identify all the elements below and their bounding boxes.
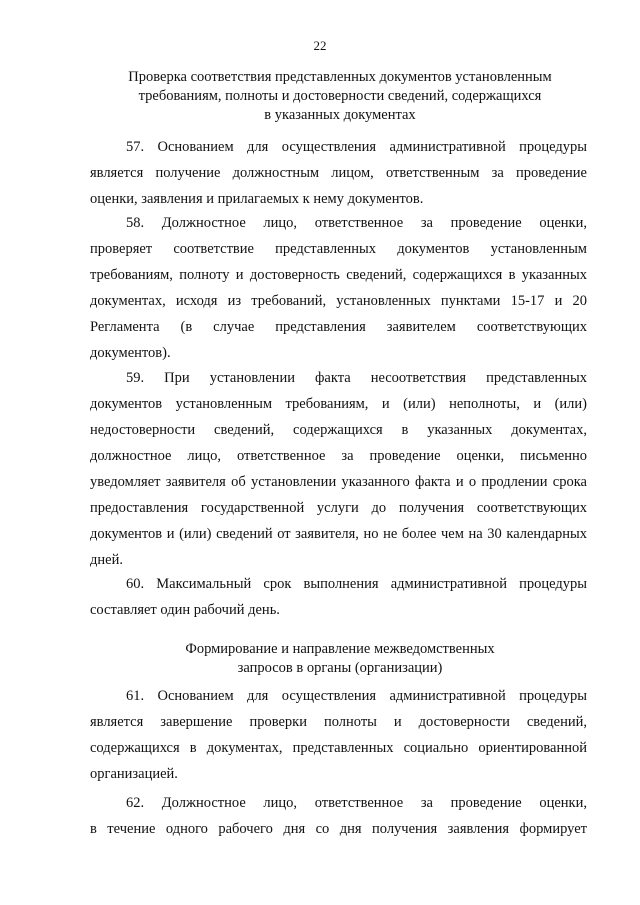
text-line: в течение одного рабочего дня со дня получения заявления формирует	[90, 821, 587, 837]
heading-line: в указанных документах	[264, 107, 416, 123]
text-line: 61. Основанием для осуществления административной процедуры	[126, 688, 587, 704]
text-line: требованиям, полноту и достоверность сведений, содержащихся в указанных	[90, 267, 587, 283]
text-line: дней.	[90, 552, 123, 568]
paragraph-59	[90, 365, 587, 573]
text-line: 60. Максимальный срок выполнения административной процедуры	[126, 576, 587, 592]
text-line: документов и (или) сведений от заявителя, но не более чем на 30 календарных	[90, 526, 587, 542]
text-line: 59. При установлении факта несоответствия представленных	[126, 370, 587, 386]
text-line: уведомляет заявителя об установлении указанного факта и о продлении срока	[90, 474, 587, 490]
text-line: 57. Основанием для осуществления административной процедуры	[126, 139, 587, 155]
text-line: содержащихся в документах, представленных социально ориентированной	[90, 740, 587, 756]
text-line: 58. Должностное лицо, ответственное за проведение оценки,	[126, 215, 587, 231]
text-line: 62. Должностное лицо, ответственное за проведение оценки,	[126, 795, 587, 811]
text-line: составляет один рабочий день.	[90, 602, 280, 618]
paragraph-60	[90, 571, 587, 623]
text-line: проверяет соответствие представленных документов установленным	[90, 241, 587, 257]
text-line: документов).	[90, 345, 171, 361]
heading-line: Проверка соответствия представленных документов установленным	[128, 69, 552, 85]
text-line: недостоверности сведений, содержащихся в указанных документах,	[90, 422, 587, 438]
section-heading-interagency-requests	[90, 640, 590, 678]
text-line: документах, исходя из требований, установленных пунктами 15-17 и 20	[90, 293, 587, 309]
paragraph-61	[90, 683, 587, 787]
paragraph-62	[90, 790, 587, 842]
text-line: должностное лицо, ответственное за проведение оценки, письменно	[90, 448, 587, 464]
text-line: организацией.	[90, 766, 178, 782]
text-line: является получение должностным лицом, ответственным за проведение	[90, 165, 587, 181]
text-line: документов установленным требованиям, и (или) неполноты, и (или)	[90, 396, 587, 412]
paragraph-58	[90, 210, 587, 366]
text-line: Регламента (в случае представления заявителем соответствующих	[90, 319, 587, 335]
text-line: предоставления государственной услуги до получения соответствующих	[90, 500, 587, 516]
paragraph-57	[90, 134, 587, 212]
heading-line: Формирование и направление межведомственных	[185, 641, 495, 657]
heading-line: запросов в органы (организации)	[237, 660, 443, 676]
section-heading-document-check	[90, 68, 590, 125]
page-number: 22	[313, 38, 327, 53]
heading-line: требованиям, полноты и достоверности сведений, содержащихся	[138, 88, 542, 104]
text-line: оценки, заявления и прилагаемых к нему документов.	[90, 191, 424, 207]
text-line: является завершение проверки полноты и достоверности сведений,	[90, 714, 587, 730]
